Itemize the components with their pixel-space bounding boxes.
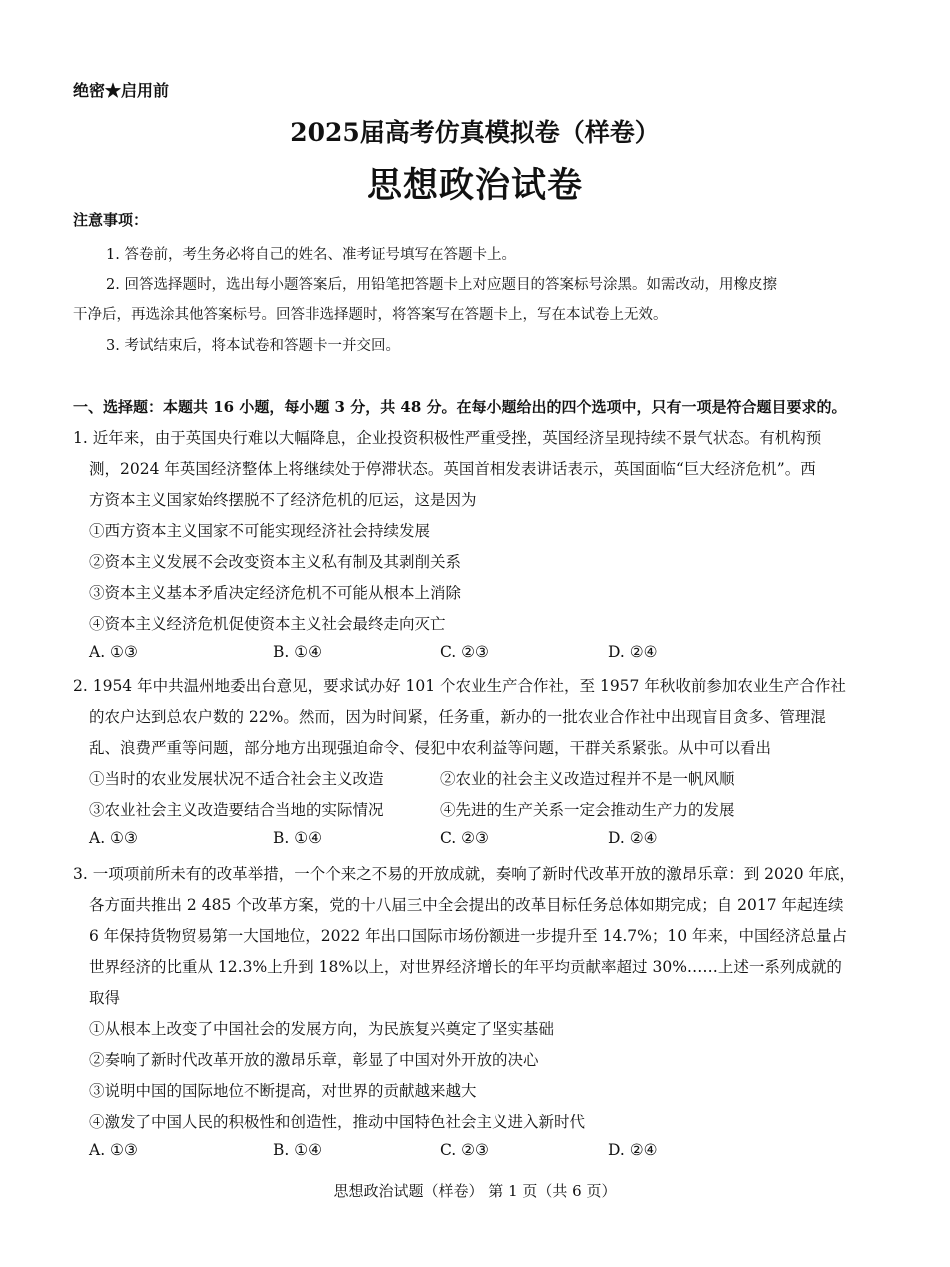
notice-item-1: 1. 答卷前，考生务必将自己的姓名、准考证号填写在答题卡上。 [106,247,516,263]
q3-statement-1: ①从根本上改变了中国社会的发展方向，为民族复兴奠定了坚实基础 [89,1020,555,1038]
q1-statement-3: ③资本主义基本矛盾决定经济危机不可能从根本上消除 [89,584,462,602]
subject-title: 思想政治试卷 [366,165,583,206]
q1-option-b: B. ①④ [273,643,323,661]
section-heading: 一、选择题：本题共 16 小题，每小题 3 分，共 48 分。在每小题给出的四个选项中，只有一项是符合题目要求的。 [73,398,847,416]
q2-stem-line-3: 乱、浪费严重等问题，部分地方出现强迫命令、侵犯中农利益等问题，干群关系紧张。从中可以看出 [89,739,772,757]
q3-option-a: A. ①③ [89,1141,138,1159]
q3-stem-line-3: 6 年保持货物贸易第一大国地位，2022 年出口国际市场份额进一步提升至 14.7%；10 年来，中国经济总量占 [89,927,847,945]
q3-stem-line-2: 各方面共推出 2 485 个改革方案，党的十八届三中全会提出的改革目标任务总体如期完成；自 2017 年起连续 [89,896,844,914]
page-footer: 思想政治试题（样卷） 第 1 页（共 6 页） [333,1182,617,1200]
q1-stem-line-2: 测，2024 年英国经济整体上将继续处于停滞状态。英国首相发表讲话表示，英国面临“巨大经济危机”。西 [89,460,816,478]
q2-stem-line-2: 的农户达到总农户数的 22%。然而，因为时间紧，任务重，新办的一批农业合作社中出现盲目贪多、管理混 [89,708,826,726]
notice-item-2-line-1: 2. 回答选择题时，选出每小题答案后，用铅笔把答题卡上对应题目的答案标号涂黑。如需改动，用橡皮擦 [106,277,777,293]
q3-stem-line-4: 世界经济的比重从 12.3%上升到 18%以上，对世界经济增长的年平均贡献率超过 30%……上述一系列成就的 [89,958,842,976]
q1-stem-line-1: 1. 近年来，由于英国央行难以大幅降息，企业投资积极性严重受挫，英国经济呈现持续不景气状态。有机构预 [73,429,822,447]
q1-stem-line-3: 方资本主义国家始终摆脱不了经济危机的厄运，这是因为 [89,491,477,509]
q2-statement-1: ①当时的农业发展状况不适合社会主义改造 [89,770,384,788]
q3-stem-line-5: 取得 [89,989,121,1007]
q1-option-d: D. ②④ [608,643,658,661]
q1-statement-4: ④资本主义经济危机促使资本主义社会最终走向灭亡 [89,615,446,633]
q3-option-d: D. ②④ [608,1141,658,1159]
notice-item-3: 3. 考试结束后，将本试卷和答题卡一并交回。 [106,338,400,354]
q3-option-b: B. ①④ [273,1141,323,1159]
q2-statement-4: ④先进的生产关系一定会推动生产力的发展 [440,801,735,819]
secret-mark: 绝密★启用前 [73,81,170,100]
q2-option-d: D. ②④ [608,829,658,847]
exam-title: 2025届高考仿真模拟卷（样卷） [290,118,660,147]
q3-stem-line-1: 3. 一项项前所未有的改革举措，一个个来之不易的开放成就，奏响了新时代改革开放的激昂乐章：到 2020 年底， [73,865,856,883]
q2-statement-2: ②农业的社会主义改造过程并不是一帆风顺 [440,770,735,788]
q3-statement-2: ②奏响了新时代改革开放的激昂乐章，彰显了中国对外开放的决心 [89,1051,539,1069]
q1-statement-1: ①西方资本主义国家不可能实现经济社会持续发展 [89,522,431,540]
q2-stem-line-1: 2. 1954 年中共温州地委出台意见，要求试办好 101 个农业生产合作社，至 1957 年秋收前参加农业生产合作社 [73,677,846,695]
q2-option-a: A. ①③ [89,829,138,847]
q1-statement-2: ②资本主义发展不会改变资本主义私有制及其剥削关系 [89,553,462,571]
q3-option-c: C. ②③ [440,1141,489,1159]
q2-statement-3: ③农业社会主义改造要结合当地的实际情况 [89,801,384,819]
notice-heading: 注意事项： [73,211,149,229]
q2-option-b: B. ①④ [273,829,323,847]
notice-item-2-line-2: 干净后，再选涂其他答案标号。回答非选择题时，将答案写在答题卡上，写在本试卷上无效。 [73,307,668,323]
q3-statement-4: ④激发了中国人民的积极性和创造性，推动中国特色社会主义进入新时代 [89,1113,586,1131]
q2-option-c: C. ②③ [440,829,489,847]
q1-option-c: C. ②③ [440,643,489,661]
q1-option-a: A. ①③ [89,643,138,661]
q3-statement-3: ③说明中国的国际地位不断提高，对世界的贡献越来越大 [89,1082,477,1100]
